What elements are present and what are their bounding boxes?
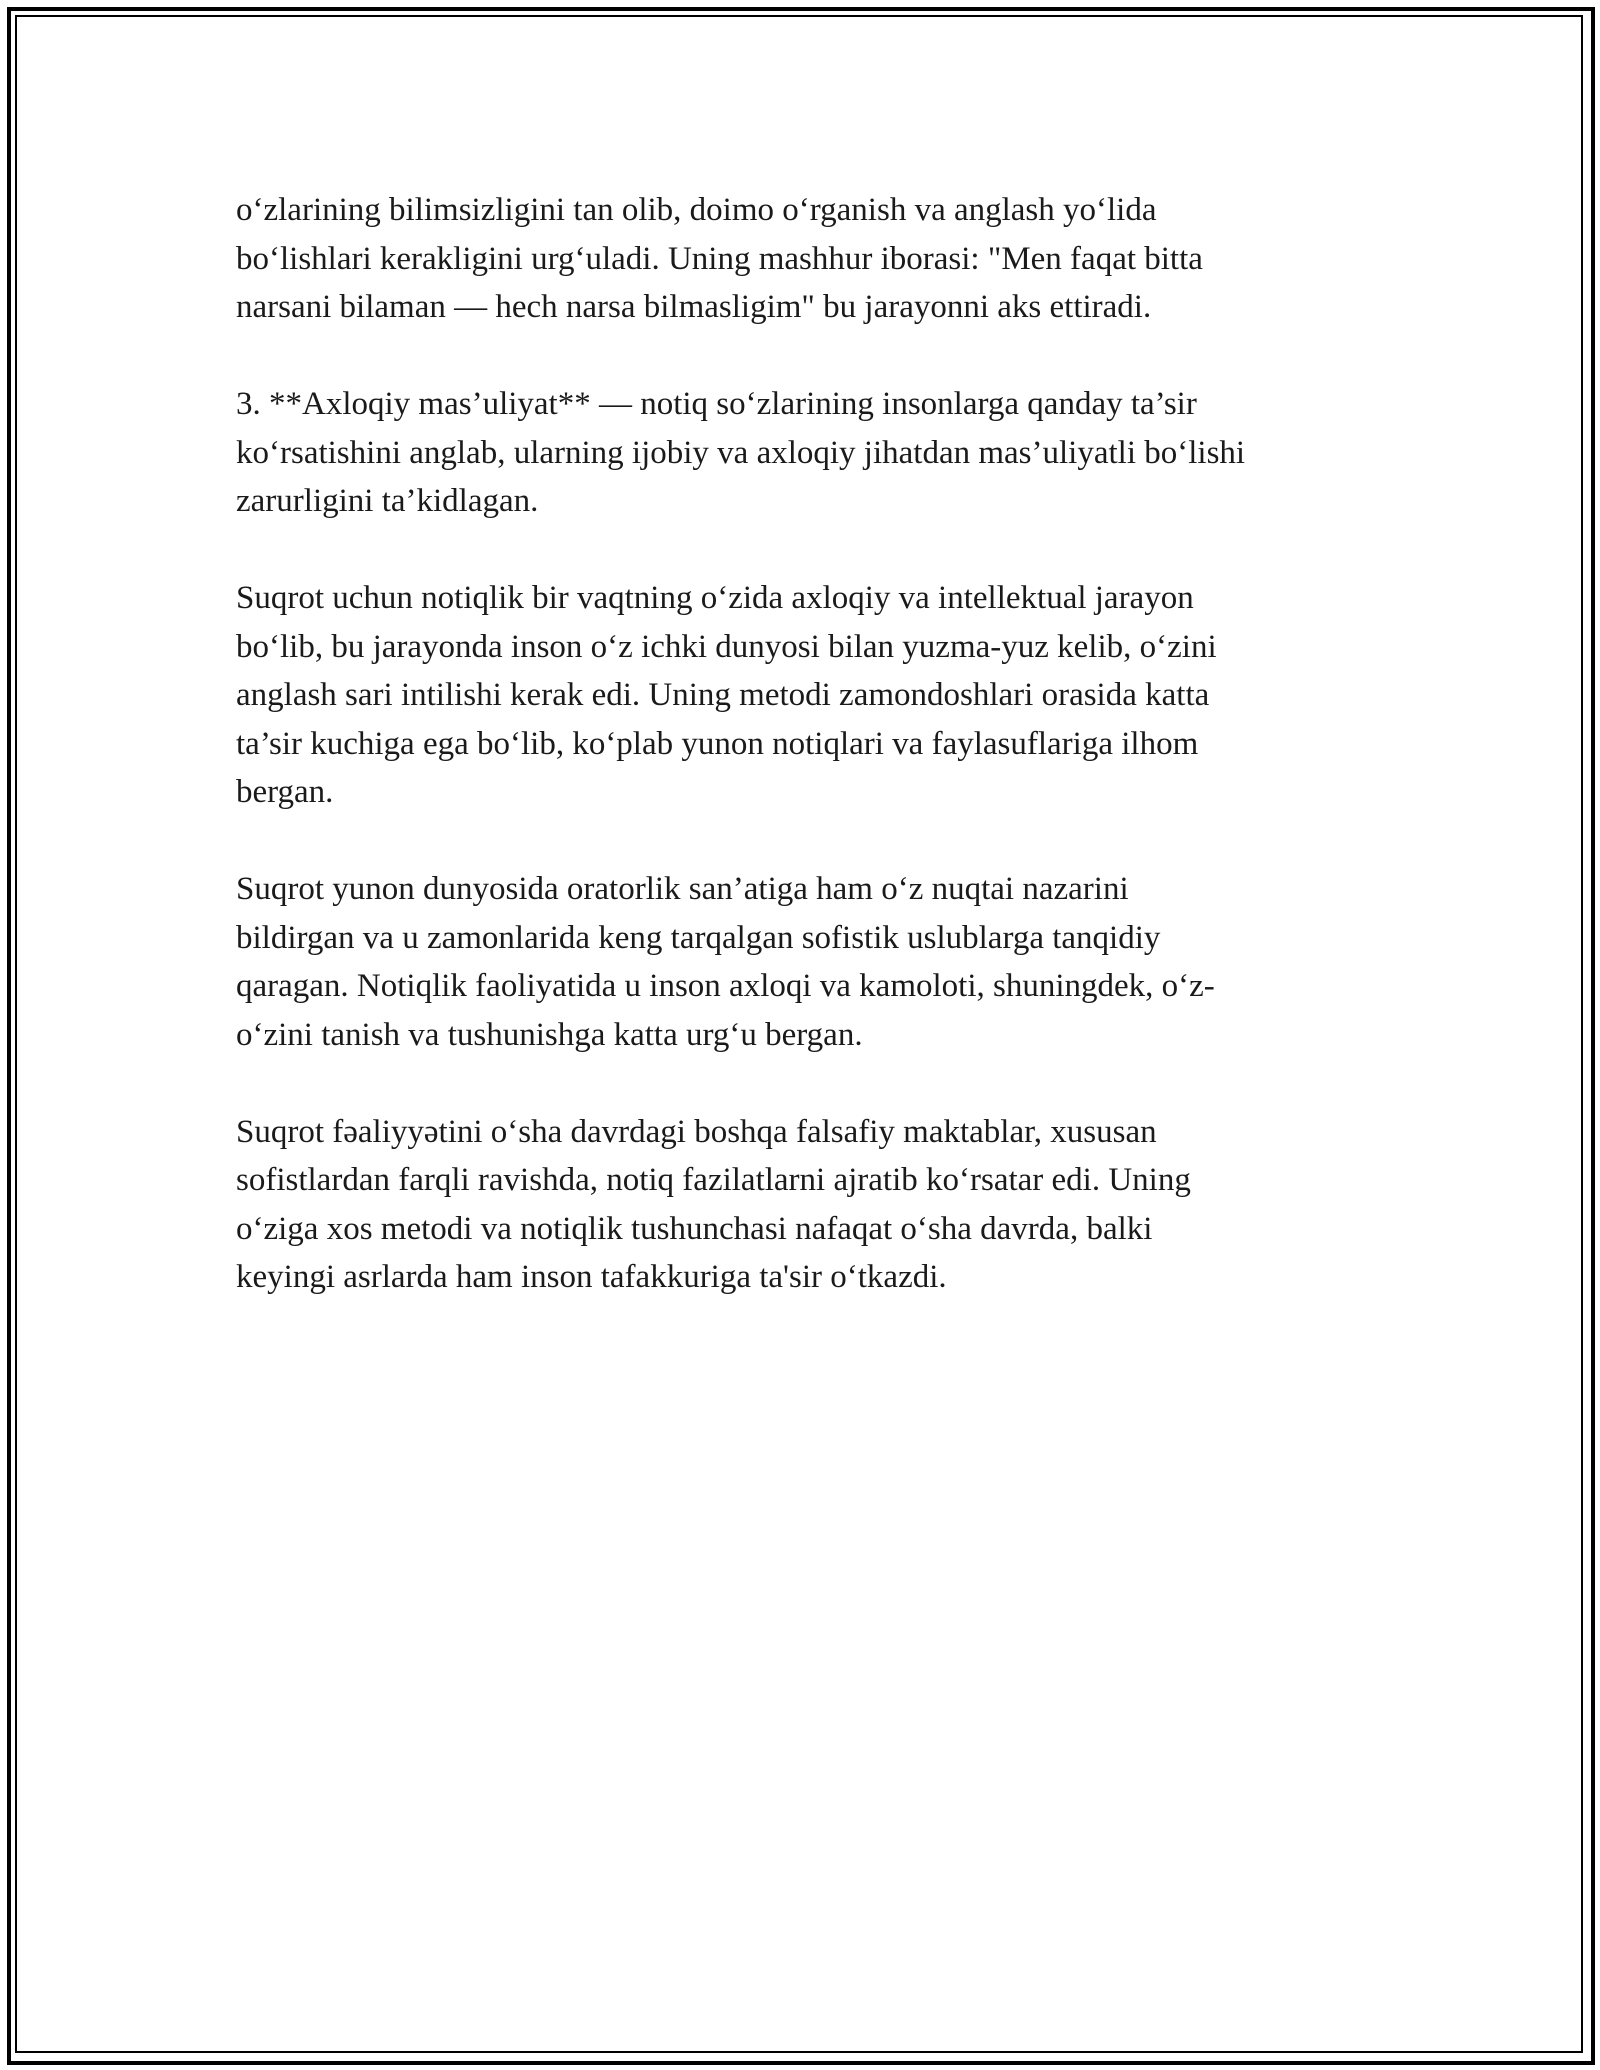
text-line: Suqrot yunon dunyosida oratorlik san’atiga ham o‘z nuqtai nazarini	[236, 871, 1129, 907]
paragraph-3	[236, 574, 1376, 817]
text-line: bo‘lishlari kerakligini urg‘uladi. Uning mashhur iborasi: "Men faqat bitta	[236, 240, 1203, 277]
paragraph-2	[236, 380, 1376, 526]
text-line: sofistlardan farqli ravishda, notiq fazilatlarni ajratib ko‘rsatar edi. Uning	[236, 1162, 1191, 1198]
paragraph-5	[236, 1108, 1376, 1302]
text-line: 3. **Axloqiy mas’uliyat** — notiq so‘zlarining insonlarga qanday ta’sir	[236, 386, 1197, 422]
paragraph-1	[236, 186, 1376, 332]
text-line: ta’sir kuchiga ega bo‘lib, ko‘plab yunon notiqlari va faylasuflariga ilhom	[236, 725, 1199, 762]
text-line: narsani bilaman — hech narsa bilmasligim" bu jarayonni aks ettiradi.	[236, 289, 1152, 325]
text-line: bildirgan va u zamonlarida keng tarqalgan sofistik uslublarga tanqidiy	[236, 919, 1161, 956]
text-line: ko‘rsatishini anglab, ularning ijobiy va axloqiy jihatdan mas’uliyatli bo‘lishi	[236, 434, 1246, 471]
text-line: anglash sari intilishi kerak edi. Uning metodi zamondoshlari orasida katta	[236, 677, 1210, 713]
document-body	[236, 186, 1376, 1350]
text-line: o‘ziga xos metodi va notiqlik tushunchasi nafaqat o‘sha davrda, balki	[236, 1210, 1153, 1247]
text-line: keyingi asrlarda ham inson tafakkuriga ta'sir o‘tkazdi.	[236, 1259, 947, 1295]
paragraph-4	[236, 865, 1376, 1059]
text-line: Suqrot uchun notiqlik bir vaqtning o‘zida axloqiy va intellektual jarayon	[236, 580, 1194, 616]
text-line: bo‘lib, bu jarayonda inson o‘z ichki dunyosi bilan yuzma-yuz kelib, o‘zini	[236, 628, 1217, 665]
text-line: qaragan. Notiqlik faoliyatida u inson axloqi va kamoloti, shuningdek, o‘z-	[236, 968, 1215, 1004]
text-line: Suqrot fəaliyyətini o‘sha davrdagi boshqa falsafiy maktablar, xususan	[236, 1113, 1157, 1150]
text-line: o‘zini tanish va tushunishga katta urg‘u bergan.	[236, 1016, 863, 1053]
text-line: bergan.	[236, 774, 334, 810]
text-line: zarurligini ta’kidlagan.	[236, 483, 539, 519]
text-line: o‘zlarining bilimsizligini tan olib, doimo o‘rganish va anglash yo‘lida	[236, 192, 1157, 228]
